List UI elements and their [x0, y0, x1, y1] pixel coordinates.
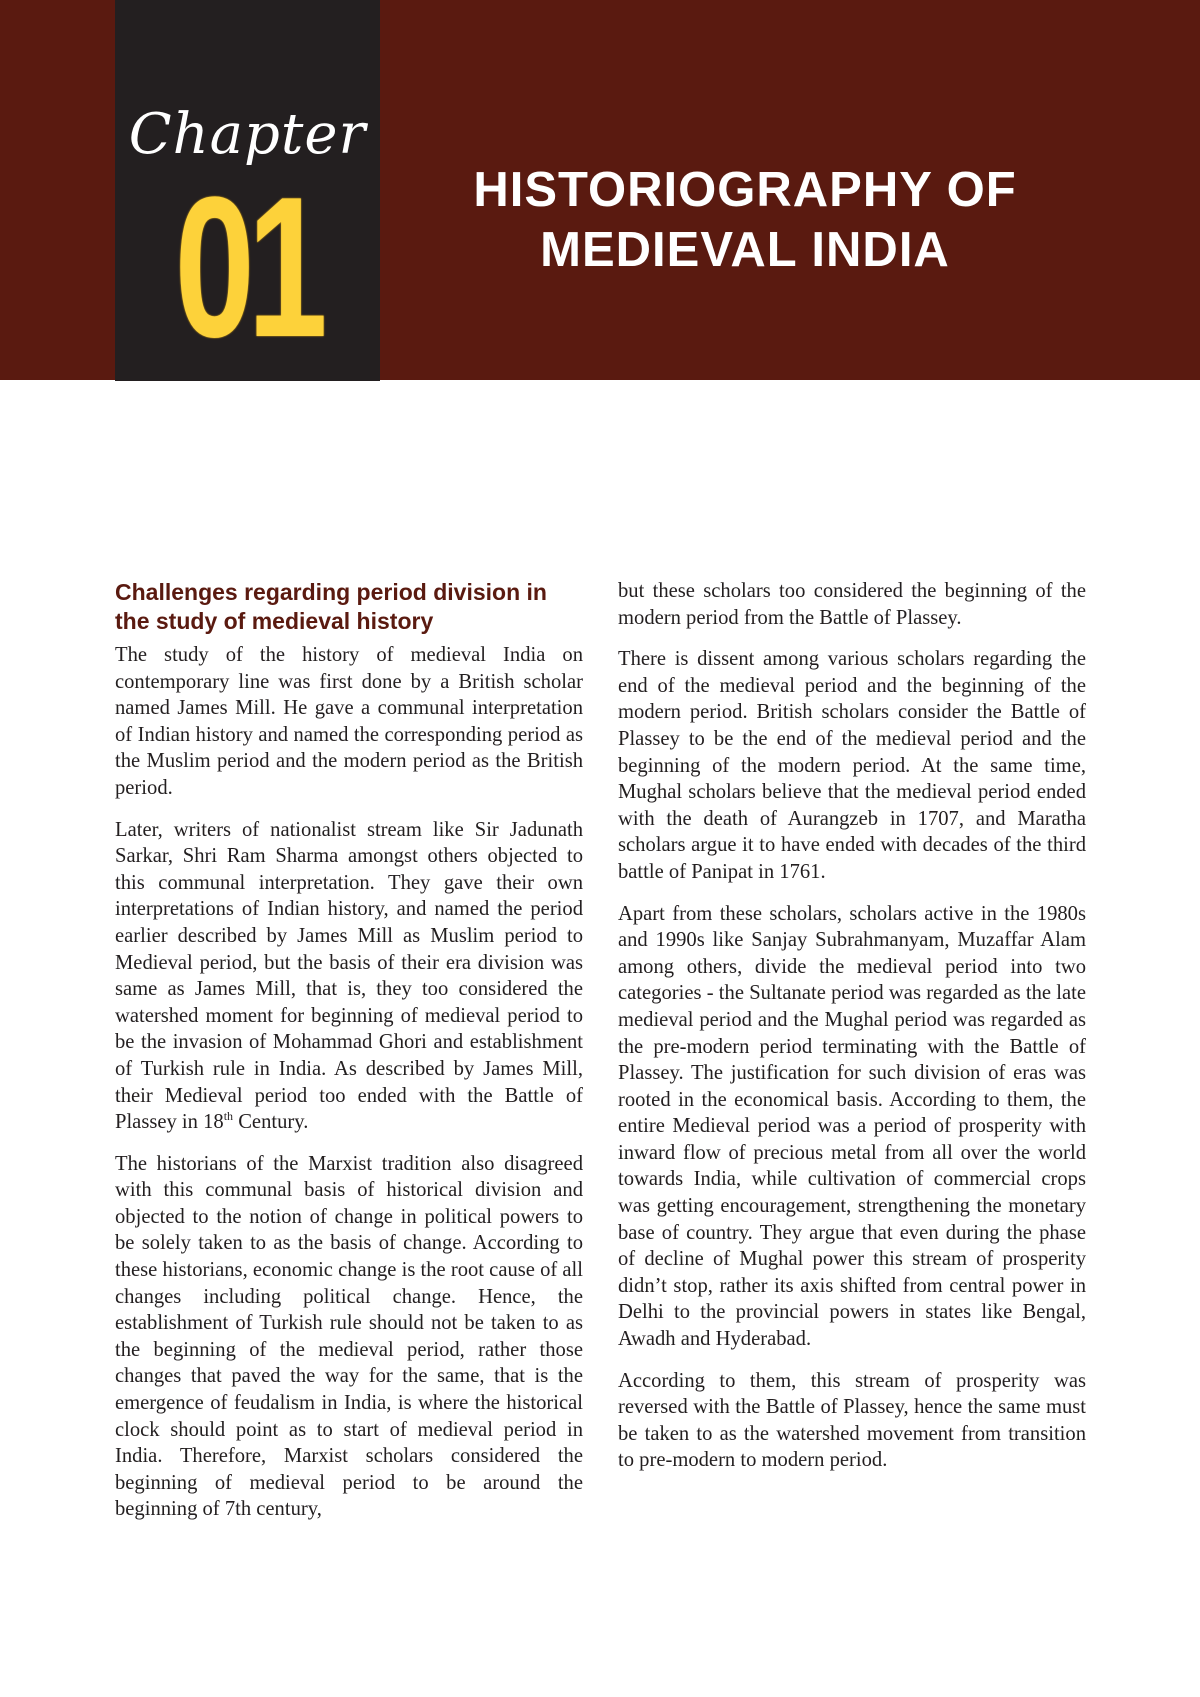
chapter-label-box: [115, 0, 380, 381]
paragraph: According to them, this stream of prosperity was reversed with the Battle of Plassey, hence the same must be taken to as the watershed movement from transition to pre-modern to modern period.: [618, 1369, 1086, 1472]
chapter-title-line-2: MEDIEVAL INDIA: [540, 223, 950, 277]
left-column: [115, 578, 583, 1538]
paragraph: Apart from these scholars, scholars active in the 1980s and 1990s like Sanjay Subrahmanyam, Muzaffar Alam among others, divide the medieval period into two categories - the Sultanate period was regarded as the late medieval period and the Mughal period was regarded as the pre-modern period terminating with the Battle of Plassey. The justification for such division of eras was rooted in the economical basis. According to them, the entire Medieval period was a period of prosperity with inward flow of precious metal from all over the world towards India, while cultivation of commercial crops was getting encouragement, strengthening the monetary base of country. They argue that even during the phase of decline of Mughal power this stream of prosperity didn’t stop, rather its axis shifted from central power in Delhi to the provincial powers in states like Bengal, Awadh and Hyderabad.: [618, 902, 1086, 1351]
paragraph: There is dissent among various scholars regarding the end of the medieval period and the beginning of the modern period. British scholars consider the Battle of Plassey to be the end of the medieval period and the beginning of the modern period. At the same time, Mughal scholars believe that the medieval period ended with the death of Aurangzeb in 1707, and Maratha scholars argue it to have ended with decades of the third battle of Panipat in 1761.: [618, 648, 1086, 883]
paragraph-text-tail: Century.: [233, 1111, 309, 1134]
chapter-word: Chapter: [128, 102, 367, 167]
chapter-title: [410, 160, 1080, 280]
paragraph-text: Later, writers of nationalist stream like Sir Jadunath Sarkar, Shri Ram Sharma amongst others objected to this communal interpretation. They gave their own interpretations of Indian history, and named the period earlier described by James Mill as Muslim period to Medieval period, but the basis of their era division was same as James Mill, that is, they too considered the watershed moment for beginning of medieval period to be the invasion of Mohammad Ghori and establishment of Turkish rule in India. As described by James Mill, their Medieval period too ended with the Battle of Plassey in 18: [115, 818, 583, 1134]
section-heading: Challenges regarding period division in the study of medieval history: [115, 579, 547, 634]
chapter-number: 01: [174, 156, 321, 379]
paragraph: The historians of the Marxist tradition also disagreed with this communal basis of historical division and objected to the notion of change in political powers to be solely taken to as the basis of change. According to these historians, economic change is the root cause of all changes including political change. Hence, the establishment of Turkish rule should not be taken to as the beginning of the medieval period, rather those changes that paved the way for the same, that is the emergence of feudalism in India, is where the historical clock should point as to start of medieval period in India. Therefore, Marxist scholars considered the beginning of medieval period to be around the beginning of 7th century,: [115, 1152, 583, 1521]
superscript: th: [223, 1109, 234, 1124]
paragraph: but these scholars too considered the beginning of the modern period from the Battle of Plassey.: [618, 580, 1086, 629]
right-column: [618, 578, 1086, 1489]
chapter-title-line-1: HISTORIOGRAPHY OF: [473, 163, 1017, 217]
paragraph: [115, 817, 583, 1136]
paragraph: The study of the history of medieval India on contemporary line was first done by a British scholar named James Mill. He gave a communal interpretation of Indian history and named the corresponding period as the Muslim period and the modern period as the British period.: [115, 644, 583, 799]
